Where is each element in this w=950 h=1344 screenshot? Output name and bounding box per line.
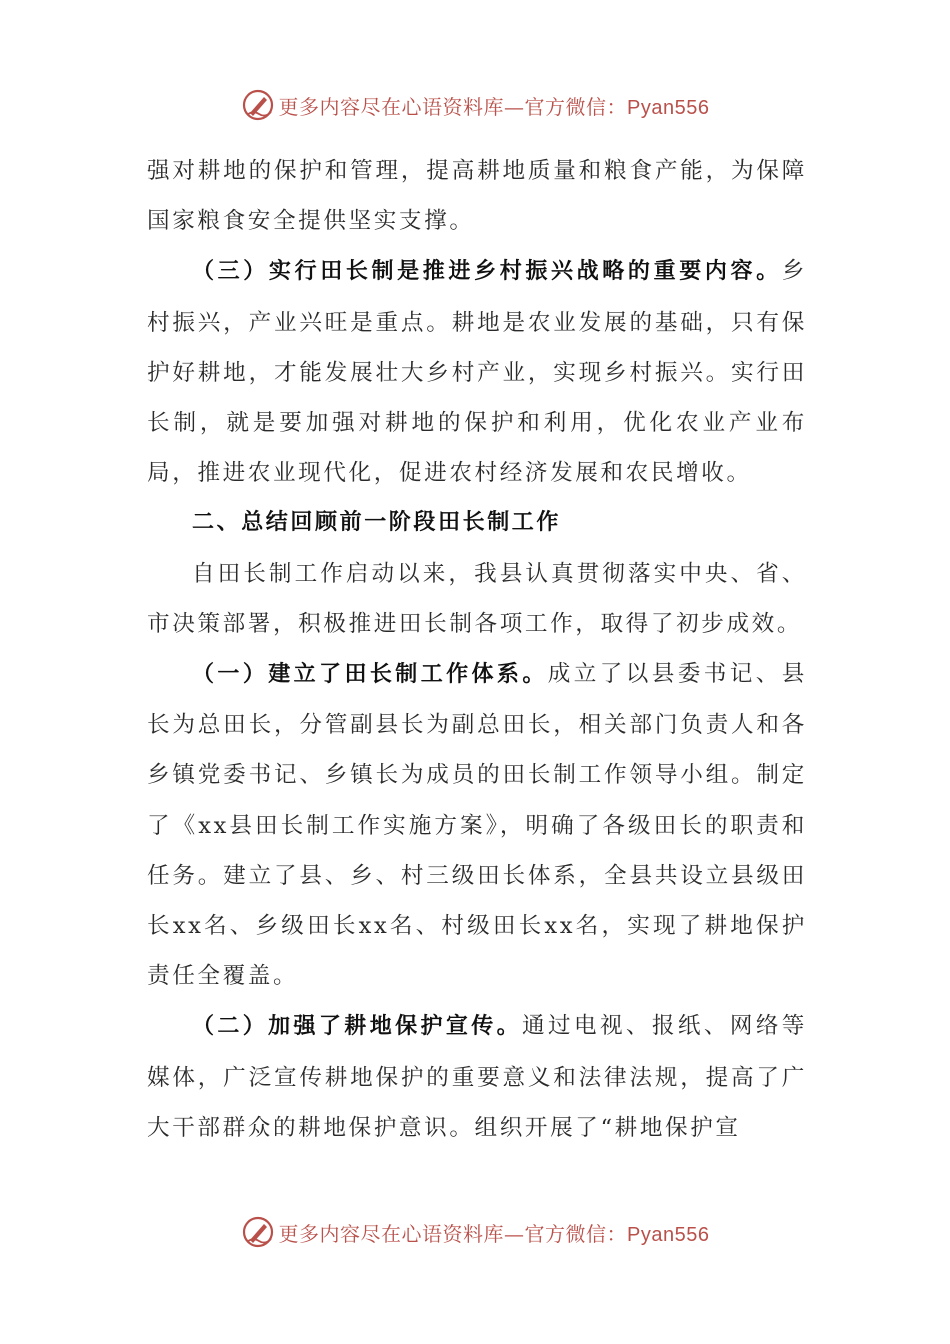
banner-text <box>279 91 710 120</box>
pen-logo-icon <box>241 88 275 122</box>
banner-text <box>279 1218 710 1247</box>
paragraph-2-text: 乡村振兴，产业兴旺是重点。耕地是农业发展的基础，只有保护好耕地，才能发展壮大乡村产业，实现乡村振兴。实行田长制，就是要加强对耕地的保护和利用，优化农业产业布局，推进农业现代化，促进农村经济发展和农民增收。 <box>147 258 807 487</box>
paragraph-1: 强对耕地的保护和管理，提高耕地质量和粮食产能，为保障国家粮食安全提供坚实支撑。 <box>147 158 807 235</box>
wechat-id: Pyan556 <box>627 1223 710 1246</box>
wechat-id: Pyan556 <box>627 96 710 119</box>
pen-logo-icon <box>241 1215 275 1249</box>
paragraph-2-lead: （三）实行田长制是推进乡村振兴战略的重要内容。 <box>192 259 782 285</box>
document-body <box>147 146 807 1153</box>
section-heading-2: 二、总结回顾前一阶段田长制工作 <box>192 510 562 536</box>
paragraph-3: 自田长制工作启动以来，我县认真贯彻落实中央、省、市决策部署，积极推进田长制各项工作，取得了初步成效。 <box>147 560 807 637</box>
banner-label: 更多内容尽在心语资料库—官方微信： <box>278 1221 628 1246</box>
banner-label: 更多内容尽在心语资料库—官方微信： <box>278 94 628 119</box>
paragraph-5 <box>147 1001 807 1153</box>
header-banner <box>0 85 950 125</box>
paragraph-4 <box>147 649 807 1001</box>
paragraph-4-lead: （一）建立了田长制工作体系。 <box>192 662 548 688</box>
paragraph-5-lead: （二）加强了耕地保护宣传。 <box>192 1014 523 1040</box>
paragraph-5-text: 通过电视、报纸、网络等媒体，广泛宣传耕地保护的重要意义和法律法规，提高了广大干部群众的耕地保护意识。组织开展了“耕地保护宣 <box>147 1013 807 1141</box>
footer-banner <box>0 1212 950 1252</box>
paragraph-2 <box>147 246 807 498</box>
paragraph-4-text: 成立了以县委书记、县长为总田长，分管副县长为副总田长，相关部门负责人和各乡镇党委书记、乡镇长为成员的田长制工作领导小组。制定了《xx县田长制工作实施方案》，明确了各级田长的职责和任务。建立了县、乡、村三级田长体系，全县共设立县级田长xx名、乡级田长xx名、村级田长xx名，实现了耕地保护责任全覆盖。 <box>147 661 808 990</box>
